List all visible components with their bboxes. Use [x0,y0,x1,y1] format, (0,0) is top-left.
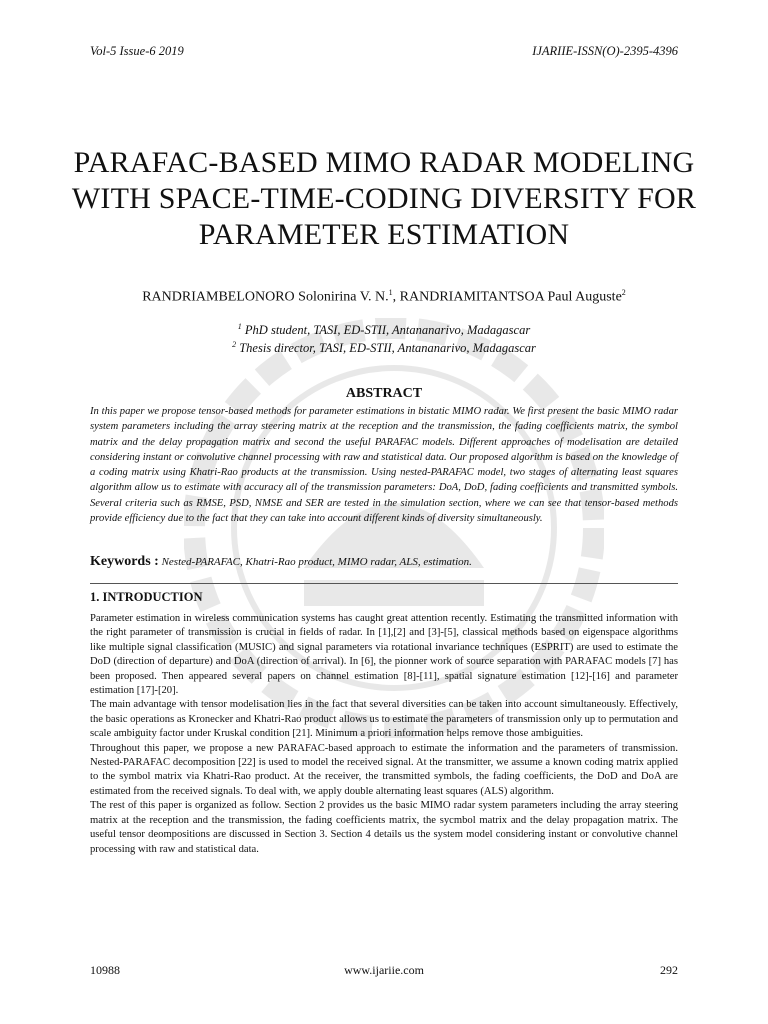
section-1-body [90,612,678,857]
intro-paragraph-3: Throughout this paper, we propose a new PARAFAC-based approach to estimate the information and the parameters of transmission. Nested-PARAFAC decomposition [22] is used to model the received signal. At the transmitter, we assume a known coding matrix applied to the symbol matrix via Khatri-Rao product. At the receiver, the transmitted symbols, the fading coefficients, the DoD and DoA are estimated from the received signals. To deal with, we apply double alternating least squares (ALS) algorithm. [90,742,678,797]
affiliation-1-sup: 1 [237,322,242,331]
keywords-line [90,554,678,570]
intro-paragraph-2: The main advantage with tensor modelisation lies in the fact that several diversities can be taken into account simultaneously. Effectively, the basic operations as Kronecker and Khatri-Rao product allows us to estimate the parameters of transmission only up to permutation and scale ambiguity factor under Kruskal condition [21]. Minimum a priori information helps remove those ambiguities. [90,699,678,740]
footer-paper-id: 10988 [90,963,120,977]
abstract-heading: ABSTRACT [345,386,423,401]
author-2-sup: 2 [621,288,626,297]
affiliation-1 [70,322,698,338]
affiliation-1-text: PhD student, TASI, ED-STII, Antananarivo, Madagascar [241,323,531,338]
affiliation-2-text: Thesis director, TASI, ED-STII, Antananarivo, Madagascar [236,341,536,356]
author-1-sup: 1 [388,288,393,297]
authors-line [70,288,698,306]
keywords-label: Keywords : [90,554,159,569]
section-divider [90,583,678,584]
affiliation-2 [70,340,698,356]
footer-website-link[interactable]: www.ijariie.com [344,963,424,977]
author-separator: , [392,289,400,305]
abstract-text: In this paper we propose tensor-based methods for parameter estimations in bistatic MIMO radar. We first present the basic MIMO radar system parameters including the array steering matrix at the reception and the transmission, the fading coefficients matrix, the symbol matrix and the delay propagation matrix and second the useful PARAFAC models. Different approaches of modelisation are detailed considering instant or convolutive channel processing with raw and statistical data. Our proposed algorithm is based on the knowledge of a coding matrix using Khatri-Rao products at the transmission. Using nested-PARAFAC model, two stages of alternating least squares algorithm allow us to estimate with accuracy all of the transmission parameters: DoA, DoD, fading coefficients and transmitted symbols. Several criteria such as RMSE, PSD, NMSE and SER are tested in the simulation section, where we can see that tensor-based methods provide efficiency due to the fact that they can take into account different kinds of diversity simultaneously. [90,406,678,525]
author-2: RANDRIAMITANTSOA Paul Auguste [399,289,622,305]
section-1-heading: 1. INTRODUCTION [90,590,203,604]
keywords-text: Nested-PARAFAC, Khatri-Rao product, MIMO radar, ALS, estimation. [158,556,472,568]
header-issn: IJARIIE-ISSN(O)-2395-4396 [532,44,678,58]
affiliation-2-sup: 2 [232,340,237,349]
footer-page-number: 292 [660,963,678,977]
author-1: RANDRIAMBELONORO Solonirina V. N. [142,289,389,305]
intro-paragraph-4: The rest of this paper is organized as follow. Section 2 provides us the basic MIMO radar system parameters including the array steering matrix at the reception and the transmission, the fading coefficients matrix, the sycmbol matrix and the delay propagation matrix. The useful tensor deompositions are discussed in Section 3. Section 4 details us the system model considering instant or convolutive channel processing with raw and statistical data. [90,800,678,855]
intro-paragraph-1: Parameter estimation in wireless communication systems has caught great attention recently. Estimating the transmitted information with the right parameter of transmission is crucial in fields of radar. In [1],[2] and [3]-[5], classical methods based on eigenspace algorithms like multiple signal classification (MUSIC) and signal parameters via rotational invariance techniques (ESPRIT) are used to estimate the DoD (direction of departure) and DoA (direction of arrival). In [6], the pionner work of source separation with PARAFAC models [7] has been proposed. Then appeared several papers on channel estimation [8]-[11], spatial signature estimation [12]-[16] and parameter estimation [17]-[20]. [90,613,678,697]
header-volume-issue: Vol-5 Issue-6 2019 [90,44,184,58]
paper-title: PARAFAC-BASED MIMO RADAR MODELING WITH SPACE-TIME-CODING DIVERSITY FOR PARAMETER ESTIMATION [71,146,697,251]
